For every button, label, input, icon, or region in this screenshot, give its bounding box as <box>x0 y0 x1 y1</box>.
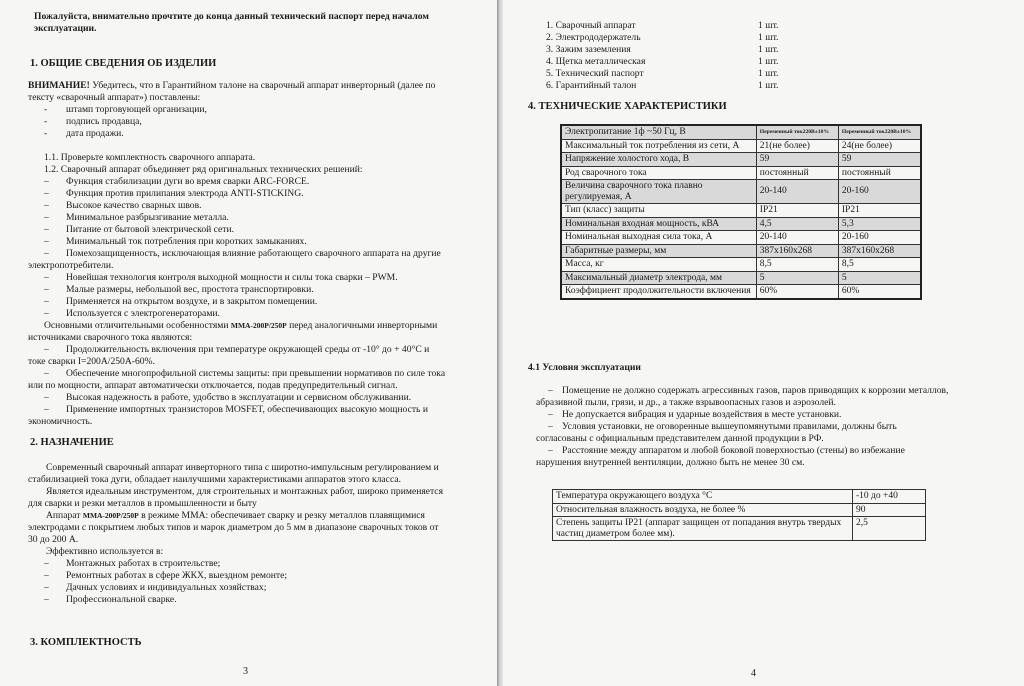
table-row: Электропитание 1ф ~50 Гц, В Переменный ток220В±10% Переменный ток220В±10% <box>561 125 921 139</box>
condition-cont: согласованы с официальным представителем данной продукции в РФ. <box>536 433 824 444</box>
paragraph-1-2: 1.2. Сварочный аппарат объединяет ряд оригинальных технических решений: <box>44 164 363 175</box>
intro-line1: Пожалуйста, внимательно прочтите до конца данный технический паспорт перед началом <box>34 11 429 22</box>
apparatus-line2: электродами с покрытием любых типов и марок диаметром до 5 мм в диапазоне сварочных токов от <box>28 522 439 533</box>
section-3-title: 3. КОМПЛЕКТНОСТЬ <box>30 637 142 648</box>
condition-item: – Помещение не должно содержать агрессивных газов, паров приводящих к коррозии металлов, <box>548 385 949 396</box>
table-row: Максимальный диаметр электрода, мм 5 5 <box>561 271 921 285</box>
kit-item-qty: 1 шт. <box>758 56 779 67</box>
list-item: – Малые размеры, небольшой вес, простота транспортировки. <box>44 284 314 295</box>
condition-cont: нарушения внутренней вентиляции, должно быть не менее 30 см. <box>536 457 805 468</box>
table-row: Номинальная выходная сила тока, А 20-140 20-160 <box>561 231 921 245</box>
kit-item-name: 4. Щетка металлическая <box>546 56 646 67</box>
list-item: – Продолжительность включения при температуре окружающей среды от -10° до + 40°С и <box>44 344 430 355</box>
intro-line2: эксплуатации. <box>34 23 97 34</box>
section-2-title: 2. НАЗНАЧЕНИЕ <box>30 437 114 448</box>
differences-cont: источниками сварочного тока являются: <box>28 332 193 343</box>
attention-text: Убедитесь, что в Гарантийном талоне на сварочный аппарат инверторный (далее по <box>89 80 436 91</box>
kit-item-name: 3. Зажим заземления <box>546 44 631 55</box>
table-row: Величина сварочного тока плавно регулируемая, А 20-140 20-160 <box>561 180 921 204</box>
list-item: – Питание от бытовой электрической сети. <box>44 224 235 235</box>
purpose-line4: для сварки и резки металлов в промышленности и быту <box>28 498 257 509</box>
list-item: - подпись продавца, <box>44 116 142 127</box>
list-item: – Новейшая технология контроля выходной мощности и силы тока сварки – PWM. <box>44 272 398 283</box>
page-number: 4 <box>751 668 756 679</box>
section-1-title: 1. ОБЩИЕ СВЕДЕНИЯ ОБ ИЗДЕЛИИ <box>30 58 217 69</box>
attention-cont: тексту «сварочный аппарат») поставлены: <box>28 92 201 103</box>
effective-use: Эффективно используется в: <box>46 546 164 557</box>
kit-item-qty: 1 шт. <box>758 44 779 55</box>
list-item: - штамп торговующей организации, <box>44 104 207 115</box>
list-item-cont: или по мощности, аппарат автоматически отключается, подав предупредительный сигнал. <box>28 380 398 391</box>
list-item: – Профессиональной сварке. <box>44 594 177 605</box>
kit-item-name: 1. Сварочный аппарат <box>546 20 636 31</box>
conditions-table <box>552 489 926 541</box>
list-item: – Применяется на открытом воздухе, и в закрытом помещении. <box>44 296 318 307</box>
table-row: Габаритные размеры, мм 387x160x268 387x160x268 <box>561 244 921 258</box>
list-item: – Используется с электрогенераторами. <box>44 308 220 319</box>
apparatus-line3: 30 до 200 А. <box>28 534 79 545</box>
list-item: – Применение импортных транзисторов MOSFET, обеспечивающих высокую мощность и <box>44 404 428 415</box>
kit-item-qty: 1 шт. <box>758 20 779 31</box>
list-item: – Ремонтных работах в сфере ЖКХ, выездном ремонте; <box>44 570 287 581</box>
section-4-title: 4. ТЕХНИЧЕСКИЕ ХАРАКТЕРИСТИКИ <box>528 101 727 112</box>
list-item: – Помехозащищенность, исключающая влияние работающего сварочного аппарата на другие <box>44 248 441 259</box>
page-number: 3 <box>243 666 248 677</box>
condition-cont: абразивной пыли, грязи, и др., а также взрывоопасных газов и аэрозолей. <box>536 397 836 408</box>
kit-item-name: 2. Электрододержатель <box>546 32 641 43</box>
features-cont: электропотребители. <box>28 260 114 271</box>
purpose-line2: стабилизацией тока дуги, обладает наилучшими характеристиками аппаратов этого класса. <box>28 474 401 485</box>
list-item: – Минимальное разбрызгивание металла. <box>44 212 229 223</box>
paragraph-1-1: 1.1. Проверьте комплектность сварочного аппарата. <box>44 152 256 163</box>
list-item: – Высокая надежность в работе, удобство в эксплуатации и сервисном обслуживании. <box>44 392 412 403</box>
table-row: Максимальный ток потребления из сети, А 21(не более) 24(не более) <box>561 139 921 153</box>
differences-line: Основными отличительными особенностями ММА-200Р/250Р перед аналогичными инверторными <box>44 320 438 331</box>
list-item: – Обеспечение многопрофильной системы защиты: при превышении нормативов по силе тока <box>44 368 446 379</box>
list-item: – Минимальный ток потребления при коротких замыканиях. <box>44 236 307 247</box>
list-item-cont: экономичность. <box>28 416 93 427</box>
condition-item: – Расстояние между аппаратом и любой боковой поверхностью (стены) во избежание <box>548 445 905 456</box>
kit-item-name: 5. Технический паспорт <box>546 68 644 79</box>
left-page <box>0 0 497 686</box>
tech-specs-table <box>560 124 922 300</box>
table-row: Относительная влажность воздуха, не более % 90 <box>553 503 926 517</box>
table-row: Род сварочного тока постоянный постоянный <box>561 166 921 180</box>
table-row: Степень защиты IP21 (аппарат защищен от попадания внутрь твердых частиц диаметром более мм). 2,5 <box>553 517 926 541</box>
list-item: - дата продажи. <box>44 128 124 139</box>
condition-item: – Не допускается вибрация и ударные воздействия в месте установки. <box>548 409 842 420</box>
table-row: Масса, кг 8,5 8,5 <box>561 258 921 272</box>
apparatus-line1: Аппарат ММА-200Р/250Р в режиме ММА: обеспечивает сварку и резку металлов плавящимися <box>46 510 425 521</box>
condition-item: – Условия установки, не оговоренные вышеупомянутыми правилами, должны быть <box>548 421 897 432</box>
purpose-line3: Является идеальным инструментом, для строительных и монтажных работ, широко применяется <box>46 486 443 497</box>
list-item: – Высокое качество сварных швов. <box>44 200 202 211</box>
section-4-1-title: 4.1 Условия эксплуатации <box>528 362 641 373</box>
list-item-cont: токе сварки I=200A/250A-60%. <box>28 356 155 367</box>
table-row: Коэффициент продолжительности включения 60% 60% <box>561 285 921 299</box>
table-row: Номинальная входная мощность, кВА 4,5 5,3 <box>561 217 921 231</box>
kit-item-qty: 1 шт. <box>758 68 779 79</box>
table-row: Температура окружающего воздуха °С -10 до +40 <box>553 490 926 504</box>
list-item: – Дачных условиях и индивидуальных хозяйствах; <box>44 582 267 593</box>
list-item: – Функция против прилипания электрода ANTI-STICKING. <box>44 188 304 199</box>
table-row: Напряжение холостого хода, В 59 59 <box>561 153 921 167</box>
kit-item-name: 6. Гарантийный талон <box>546 80 637 91</box>
attention-label: ВНИМАНИЕ! <box>28 80 90 91</box>
kit-item-qty: 1 шт. <box>758 80 779 91</box>
list-item: – Монтажных работах в строительстве; <box>44 558 221 569</box>
purpose-line1: Современный сварочный аппарат инверторного типа с широтно-импульсным регулированием и <box>46 462 439 473</box>
attention-line <box>28 80 435 91</box>
kit-item-qty: 1 шт. <box>758 32 779 43</box>
list-item: – Функция стабилизации дуги во время сварки ARC-FORCE. <box>44 176 310 187</box>
table-row: Тип (класс) защиты IP21 IP21 <box>561 204 921 218</box>
